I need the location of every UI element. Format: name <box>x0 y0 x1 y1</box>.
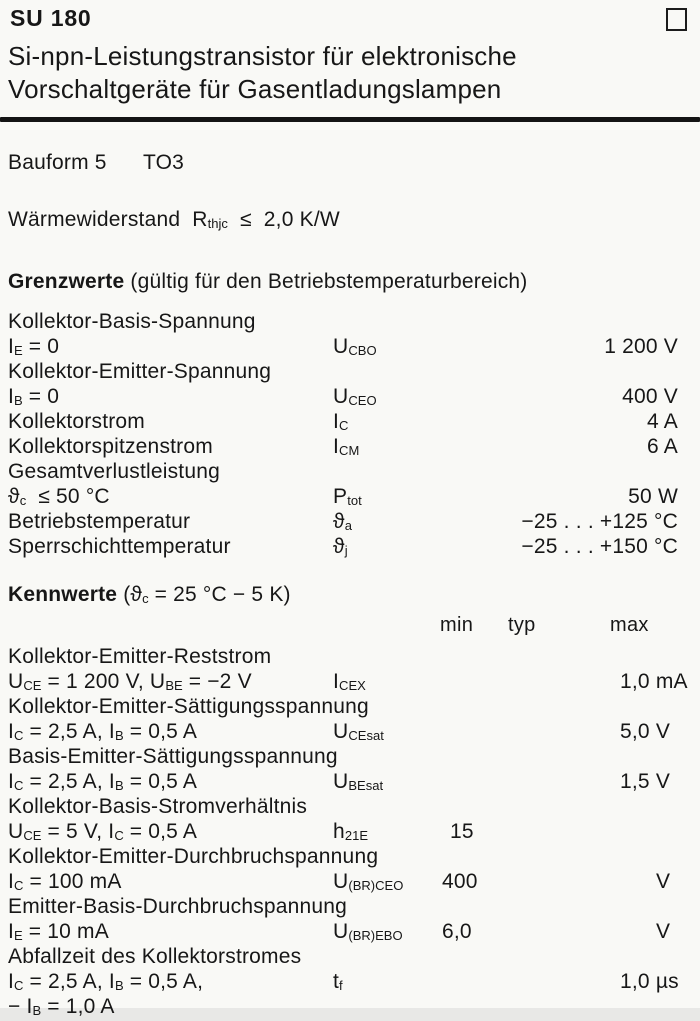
row-max-value: 1,0 µs <box>620 970 679 993</box>
row-condition: IB = 0 <box>8 385 60 409</box>
description-line-2: Vorschaltgeräte für Gasentladungslampen <box>8 74 502 104</box>
table-row <box>0 535 700 560</box>
row-symbol: ϑj <box>333 535 348 559</box>
table-row <box>0 310 700 335</box>
table-row <box>0 360 700 385</box>
row-symbol: U(BR)EBO <box>333 920 403 944</box>
table-row <box>0 335 700 360</box>
part-number-title: SU 180 <box>10 5 92 31</box>
row-value: 6 A <box>647 435 678 458</box>
row-value: −25 . . . +125 °C <box>521 510 678 533</box>
row-value: 400 V <box>622 385 678 408</box>
column-header-max: max <box>610 614 649 636</box>
row-label: Kollektor-Emitter-Durchbruchspannung <box>8 845 379 868</box>
package-line <box>8 151 185 175</box>
row-symbol: ϑa <box>333 510 352 534</box>
header-divider-rule <box>0 117 700 122</box>
row-symbol: ICEX <box>333 670 366 694</box>
row-unit: V <box>656 920 671 943</box>
package-type: TO3 <box>143 151 185 174</box>
corner-box-icon <box>666 8 687 31</box>
table-row <box>0 410 700 435</box>
row-condition: IE = 10 mA <box>8 920 109 944</box>
column-header-min: min <box>440 614 474 636</box>
row-symbol: UCEsat <box>333 720 384 744</box>
grenzwerte-heading <box>8 270 528 294</box>
table-row <box>0 460 700 485</box>
row-label: Betriebstemperatur <box>8 510 191 533</box>
table-row <box>0 745 700 770</box>
row-label: Gesamtverlustleistung <box>8 460 220 483</box>
row-value: −25 . . . +150 °C <box>521 535 678 558</box>
column-header-typ: typ <box>508 614 536 636</box>
row-symbol: UCBO <box>333 335 377 359</box>
table-row <box>0 645 700 670</box>
row-condition: IC = 2,5 A, IB = 0,5 A, <box>8 970 204 994</box>
row-label: Basis-Emitter-Sättigungsspannung <box>8 745 338 768</box>
row-symbol: U(BR)CEO <box>333 870 404 894</box>
row-symbol: IC <box>333 410 349 434</box>
row-label: Kollektor-Emitter-Spannung <box>8 360 272 383</box>
table-row <box>0 945 700 970</box>
row-label: Kollektor-Emitter-Sättigungsspannung <box>8 695 369 718</box>
description-line-1: Si-npn-Leistungstransistor für elektronische <box>8 41 517 71</box>
kennwerte-heading-rest: (ϑc = 25 °C − 5 K) <box>117 583 291 607</box>
row-symbol: UBEsat <box>333 770 384 794</box>
grenzwerte-heading-rest: (gültig für den Betriebstemperaturbereich) <box>124 270 528 293</box>
kennwerte-table <box>0 645 700 1020</box>
table-row <box>0 695 700 720</box>
row-label: Emitter-Basis-Durchbruchspannung <box>8 895 348 918</box>
row-symbol: tf <box>333 970 343 994</box>
grenzwerte-table <box>0 310 700 560</box>
grenzwerte-heading-bold: Grenzwerte <box>8 270 125 293</box>
row-condition: ϑc ≤ 50 °C <box>8 485 110 509</box>
row-label: Abfallzeit des Kollektorstromes <box>8 945 302 968</box>
row-symbol: ICM <box>333 435 360 459</box>
row-value: 1 200 V <box>604 335 678 358</box>
row-condition: IE = 0 <box>8 335 60 359</box>
row-min-value: 6,0 <box>442 920 472 943</box>
table-row <box>0 485 700 510</box>
row-max-value: 1,0 mA <box>620 670 688 693</box>
row-max-value: 5,0 V <box>620 720 671 743</box>
kennwerte-heading <box>8 583 291 607</box>
row-value: 4 A <box>647 410 678 433</box>
row-condition: − IB = 1,0 A <box>8 995 115 1019</box>
row-min-value: 400 <box>442 870 478 893</box>
row-label: Kollektor-Basis-Stromverhältnis <box>8 795 308 818</box>
table-row <box>0 845 700 870</box>
kennwerte-heading-bold: Kennwerte <box>8 583 118 606</box>
table-row <box>0 720 700 745</box>
table-row <box>0 995 700 1020</box>
row-label: Kollektorspitzenstrom <box>8 435 213 458</box>
row-min-value: 15 <box>450 820 474 843</box>
row-condition: IC = 100 mA <box>8 870 122 894</box>
thermal-resistance-line: Wärmewiderstand Rthjc ≤ 2,0 K/W <box>8 208 340 232</box>
row-symbol: Ptot <box>333 485 362 509</box>
table-row <box>0 510 700 535</box>
row-value: 50 W <box>628 485 678 508</box>
row-max-value: 1,5 V <box>620 770 671 793</box>
table-row <box>0 870 700 895</box>
row-condition: UCE = 1 200 V, UBE = −2 V <box>8 670 252 694</box>
table-row <box>0 795 700 820</box>
row-label: Kollektor-Basis-Spannung <box>8 310 256 333</box>
row-label: Sperrschichttemperatur <box>8 535 231 558</box>
table-row <box>0 920 700 945</box>
row-label: Kollektor-Emitter-Reststrom <box>8 645 272 668</box>
row-symbol: UCEO <box>333 385 377 409</box>
row-label: Kollektorstrom <box>8 410 146 433</box>
table-row <box>0 820 700 845</box>
row-symbol: h21E <box>333 820 369 844</box>
table-row <box>0 895 700 920</box>
table-row <box>0 970 700 995</box>
table-row <box>0 385 700 410</box>
row-condition: UCE = 5 V, IC = 0,5 A <box>8 820 198 844</box>
table-row <box>0 670 700 695</box>
row-condition: IC = 2,5 A, IB = 0,5 A <box>8 770 198 794</box>
bauform-label: Bauform 5 <box>8 151 107 174</box>
row-condition: IC = 2,5 A, IB = 0,5 A <box>8 720 198 744</box>
table-row <box>0 770 700 795</box>
row-unit: V <box>656 870 671 893</box>
table-row <box>0 435 700 460</box>
